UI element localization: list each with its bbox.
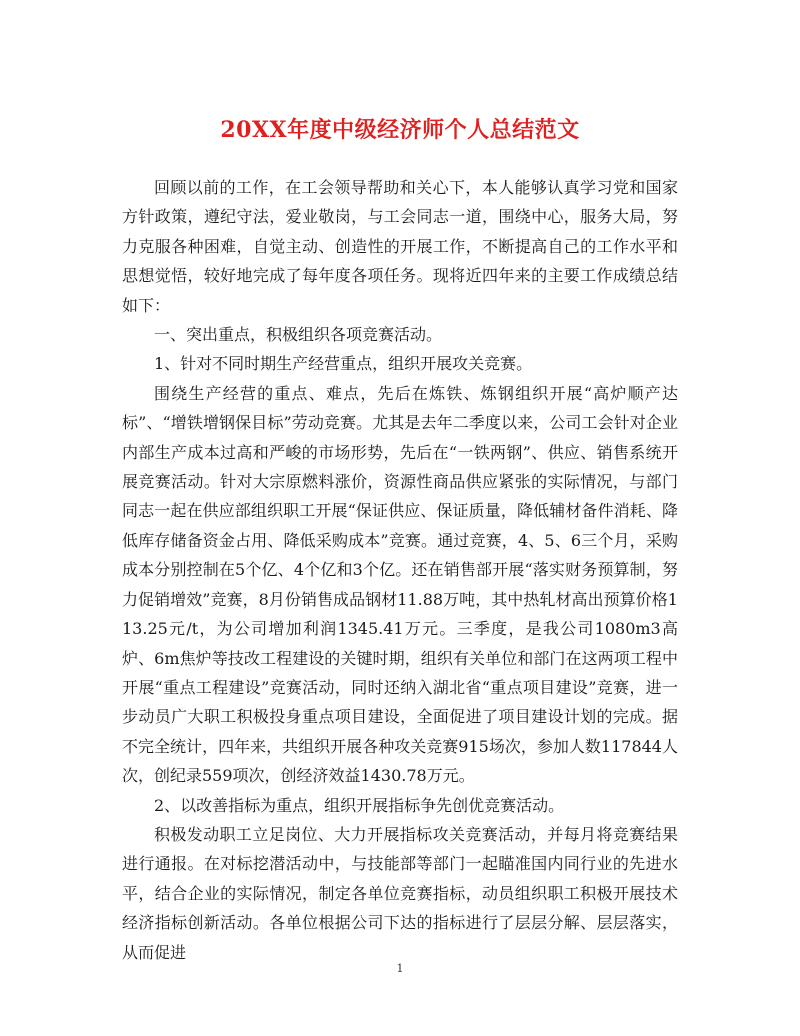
- subsection-heading-2: 2、以改善指标为重点，组织开展指标争先创优竞赛活动。: [154, 795, 565, 815]
- page-number: 1: [396, 962, 404, 975]
- subsection-heading-1: 1、针对不同时期生产经营重点，组织开展攻关竞赛。: [154, 354, 533, 374]
- section-heading-1: 一、突出重点，积极组织各项竞赛活动。: [154, 325, 443, 345]
- document-body: [122, 173, 678, 967]
- paragraph-indicators: 积极发动职工立足岗位、大力开展指标攻关竞赛活动，并每月将竞赛结果进行通报。在对标挖潜活动中，与技能部等部门一起瞄准国内同行业的先进水平，结合企业的实际情况，制定各单位竞赛指标，动员组织职工积极开展技术经济指标创新活动。各单位根据公司下达的指标进行了层层分解、层层落实，从而促进: [122, 824, 678, 962]
- paragraph-intro: 回顾以前的工作，在工会领导帮助和关心下，本人能够认真学习党和国家方针政策，遵纪守法，爱业敬岗，与工会同志一道，围绕中心，服务大局，努力克服各种困难，自觉主动、创造性的开展工作，不断提高自己的工作水平和思想觉悟，较好地完成了每年度各项任务。现将近四年来的主要工作成绩总结如下：: [122, 178, 678, 315]
- document-title: 20XX年度中级经济师个人总结范文: [220, 117, 580, 143]
- paragraph-competition: 围绕生产经营的重点、难点，先后在炼铁、炼钢组织开展“高炉顺产达标”、“增铁增钢保目标”劳动竞赛。尤其是去年二季度以来，公司工会针对企业内部生产成本过高和严峻的市场形势，先后在“一铁两钢”、供应、销售系统开展竞赛活动。针对大宗原燃料涨价，资源性商品供应紧张的实际情况，与部门同志一起在供应部组织职工开展“保证供应、保证质量，降低辅材备件消耗、降低库存储备资金占用、降低采购成本”竞赛。通过竞赛，4、5、6三个月，采购成本分别控制在5个亿、4个亿和3个亿。还在销售部开展“落实财务预算制，努力促销增效”竞赛，8月份销售成品钢材11.88万吨，其中热轧材高出预算价格113.25元/t，为公司增加利润1345.41万元。三季度，是我公司1080m3高炉、6m焦炉等技改工程建设的关键时期，组织有关单位和部门在这两项工程中开展“重点工程建设”竞赛活动，同时还纳入湖北省“重点项目建设”竞赛，进一步动员广大职工积极投身重点项目建设，全面促进了项目建设计划的完成。据不完全统计，四年来，共组织开展各种攻关竞赛915场次，参加人数117844人次，创纪录559项次，创经济效益1430.78万元。: [122, 383, 678, 786]
